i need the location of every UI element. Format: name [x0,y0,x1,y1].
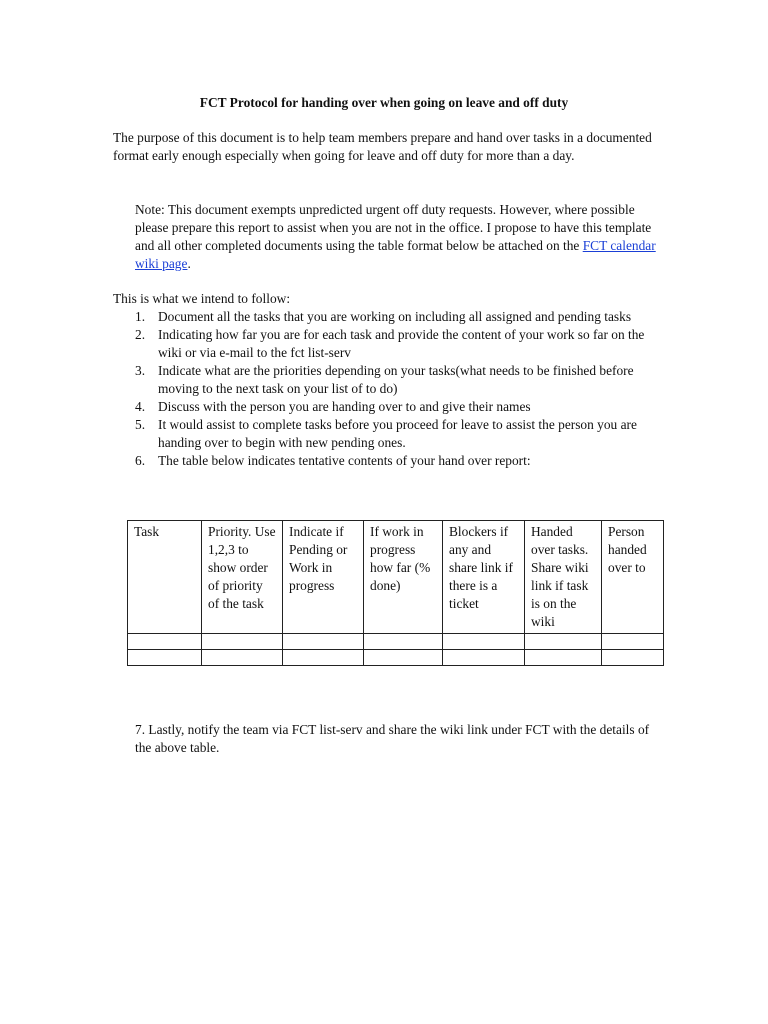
list-item [113,308,658,326]
table-cell [202,650,283,666]
closing-paragraph: 7. Lastly, notify the team via FCT list-serv and share the wiki link under FCT with the details of the above table. [135,722,650,755]
fct-calendar-wiki-link[interactable]: FCT calendar wiki page [135,238,656,271]
table-cell [602,634,664,650]
list-item-text: Indicating how far you are for each task and provide the content of your work so far on the wiki or via e-mail to the fct list-serv [158,327,645,360]
list-item [113,416,658,452]
steps-list [113,308,658,470]
list-item-text: Indicate what are the priorities depending on your tasks(what needs to be finished before moving to the next task on your list of to do) [158,363,634,396]
list-item-text: The table below indicates tentative contents of your hand over report: [158,453,531,468]
table-cell [364,650,443,666]
header-progress: If work in progress how far (% done) [364,521,443,634]
document-title: FCT Protocol for handing over when going on leave and off duty [199,95,569,110]
header-blockers: Blockers if any and share link if there is a ticket [443,521,525,634]
list-item-number: 6. [135,453,146,468]
list-item-number: 5. [135,417,146,432]
list-item [113,452,658,470]
table-cell [202,634,283,650]
note-paragraph [135,201,660,273]
list-item-number: 4. [135,399,146,414]
list-item-text: Document all the tasks that you are working on including all assigned and pending tasks [158,309,632,324]
header-person: Person handed over to [602,521,664,634]
list-item-number: 2. [135,327,146,342]
list-item [113,362,658,398]
header-handed-over: Handed over tasks. Share wiki link if task is on the wiki [525,521,602,634]
list-item-text: It would assist to complete tasks before you proceed for leave to assist the person you are handing over to begin with new pending ones. [158,417,637,450]
follow-heading: This is what we intend to follow: [113,291,291,306]
table-cell [128,634,202,650]
header-priority: Priority. Use 1,2,3 to show order of priority of the task [202,521,283,634]
table-cell [364,634,443,650]
table-cell [283,634,364,650]
list-item [113,398,658,416]
table-cell [525,634,602,650]
note-text-end: . [187,256,191,271]
table-header-row [128,521,664,634]
table-cell [128,650,202,666]
table-cell [283,650,364,666]
intro-paragraph: The purpose of this document is to help team members prepare and hand over tasks in a documented format early enough especially when going for leave and off duty for more than a day. [113,130,652,163]
handover-table [127,520,664,666]
note-text: Note: This document exempts unpredicted urgent off duty requests. However, where possible please prepare this report to assist when you are not in the office. I propose to have this template and all other completed documents using the table format below be attached on the [135,202,652,253]
list-item-number: 3. [135,363,146,378]
list-item-number: 1. [135,309,146,324]
header-task: Task [128,521,202,634]
table-row [128,650,664,666]
list-item-text: Discuss with the person you are handing over to and give their names [158,399,531,414]
table-cell [443,634,525,650]
table-cell [602,650,664,666]
table-row [128,634,664,650]
table-cell [443,650,525,666]
table-cell [525,650,602,666]
list-item [113,326,658,362]
header-status: Indicate if Pending or Work in progress [283,521,364,634]
